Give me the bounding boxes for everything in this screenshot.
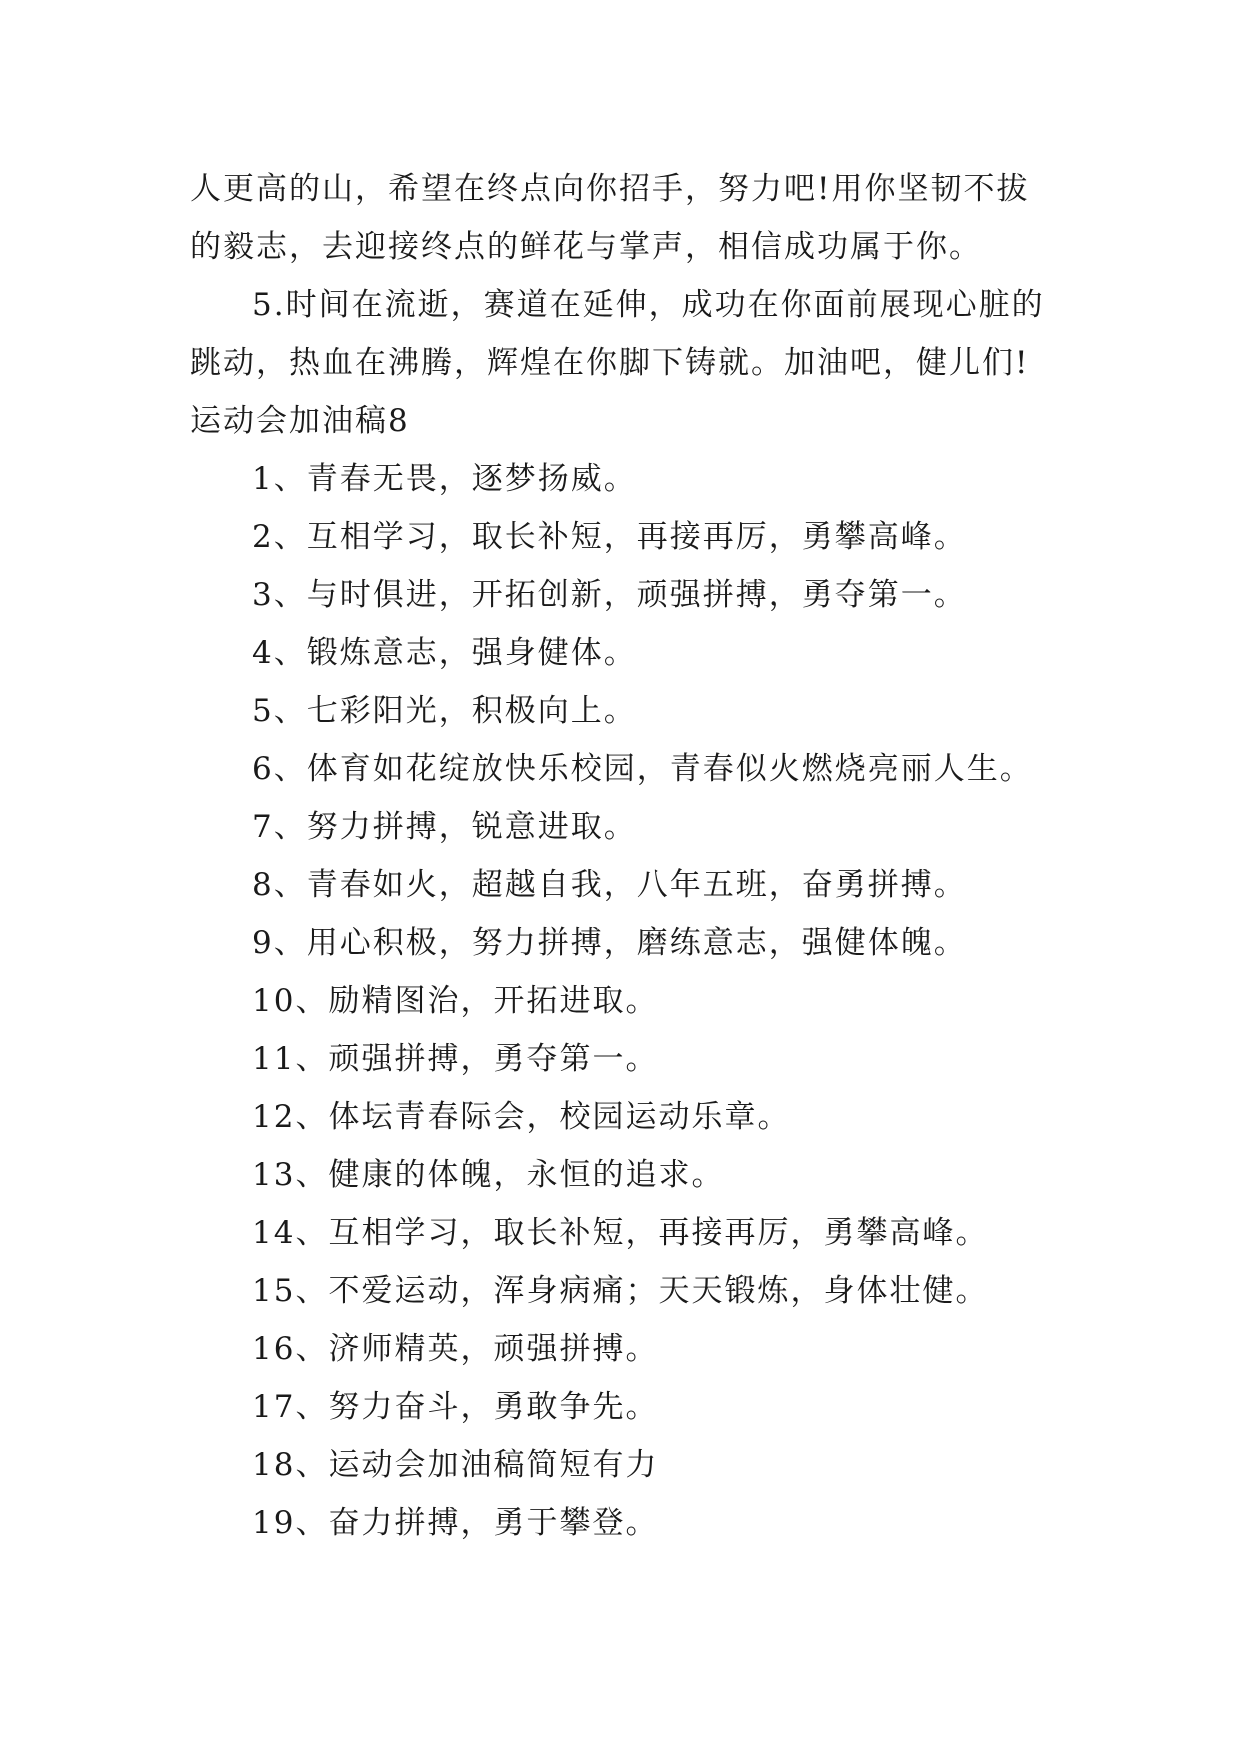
list-item: 3、与时俱进，开拓创新，顽强拼搏，勇夺第一。 — [252, 577, 967, 613]
list-item: 1、青春无畏，逐梦扬威。 — [252, 461, 637, 497]
list-item: 7、努力拼搏，锐意进取。 — [252, 809, 637, 845]
list-item: 12、体坛青春际会，校园运动乐章。 — [252, 1099, 791, 1135]
list-item: 10、励精图治，开拓进取。 — [252, 983, 659, 1019]
list-item: 13、健康的体魄，永恒的追求。 — [252, 1157, 725, 1193]
list-item: 11、顽强拼搏，勇夺第一。 — [252, 1041, 659, 1077]
list-item: 16、济师精英，顽强拼搏。 — [252, 1331, 659, 1367]
list-item: 4、锻炼意志，强身健体。 — [252, 635, 637, 671]
paragraph-5-line: 跳动，热血在沸腾，辉煌在你脚下铸就。加油吧，健儿们! — [190, 345, 1030, 381]
list-item: 9、用心积极，努力拼搏，磨练意志，强健体魄。 — [252, 925, 967, 961]
list-item: 14、互相学习，取长补短，再接再厉，勇攀高峰。 — [252, 1215, 989, 1251]
list-item: 6、体育如花绽放快乐校园，青春似火燃烧亮丽人生。 — [252, 751, 1033, 787]
list-item: 17、努力奋斗，勇敢争先。 — [252, 1389, 659, 1425]
paragraph-5-line: 5.时间在流逝，赛道在延伸，成功在你面前展现心脏的 — [252, 287, 1045, 323]
list-item: 2、互相学习，取长补短，再接再厉，勇攀高峰。 — [252, 519, 967, 555]
list-item: 19、奋力拼搏，勇于攀登。 — [252, 1505, 659, 1541]
section-title: 运动会加油稿8 — [190, 403, 410, 439]
list-item: 8、青春如火，超越自我，八年五班，奋勇拼搏。 — [252, 867, 967, 903]
intro-line: 的毅志，去迎接终点的鲜花与掌声，相信成功属于你。 — [190, 229, 982, 265]
document-body — [190, 160, 1070, 1552]
list-item: 5、七彩阳光，积极向上。 — [252, 693, 637, 729]
list-item: 18、运动会加油稿简短有力 — [252, 1447, 659, 1483]
intro-line: 人更高的山，希望在终点向你招手，努力吧!用你坚韧不拔 — [190, 171, 1030, 207]
list-item: 15、不爱运动，浑身病痛；天天锻炼，身体壮健。 — [252, 1273, 989, 1309]
